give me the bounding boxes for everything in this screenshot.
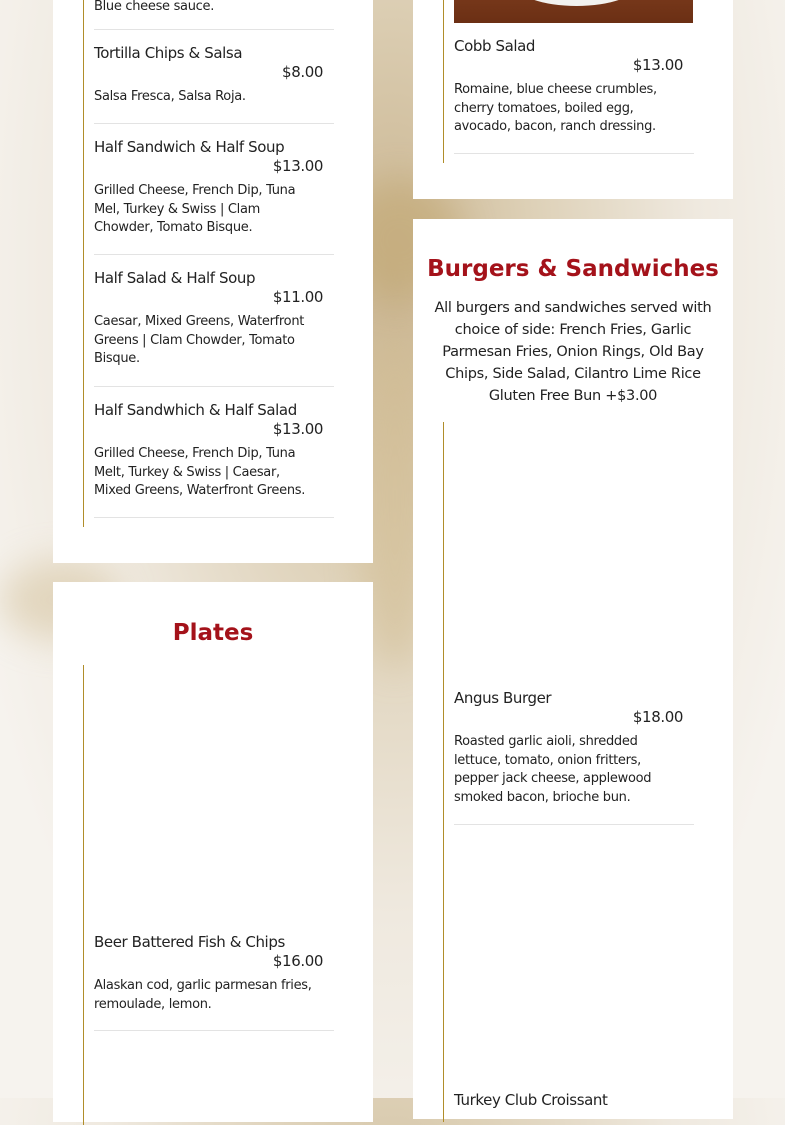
item-description: Alaskan cod, garlic parmesan fries, remoulade, lemon.	[94, 978, 312, 1012]
item-description: Roasted garlic aioli, shredded lettuce, tomato, onion fritters, pepper jack cheese, applewood smoked bacon, brioche bun.	[454, 734, 652, 805]
item-name: Angus Burger	[454, 689, 552, 707]
menu-item	[94, 44, 334, 107]
item-description: Grilled Cheese, French Dip, Tuna Mel, Turkey & Swiss | Clam Chowder, Tomato Bisque.	[94, 183, 296, 235]
item-divider	[454, 824, 694, 825]
section-note: All burgers and sandwiches served with choice of side: French Fries, Garlic Parmesan Fries, Onion Rings, Old Bay Chips, Side Salad, Cilantro Lime Rice Gluten Free Bun +$3.00	[434, 300, 712, 404]
menu-item	[454, 37, 694, 137]
item-name: Half Sandwhich & Half Salad	[94, 401, 297, 419]
item-divider	[94, 386, 334, 387]
section-rail	[443, 422, 444, 1122]
item-description: Caesar, Mixed Greens, Waterfront Greens | Clam Chowder, Tomato Bisque.	[94, 314, 305, 366]
plate-image	[514, 0, 639, 6]
menu-item	[94, 138, 334, 238]
food-photo	[454, 0, 693, 23]
item-description: Blue cheese sauce.	[94, 0, 215, 14]
item-price: $13.00	[632, 56, 683, 74]
item-divider	[454, 153, 694, 154]
section-title: Plates	[172, 620, 254, 646]
menu-item	[94, 0, 334, 17]
menu-item	[454, 689, 694, 807]
section-rail	[443, 0, 444, 163]
item-price: $11.00	[272, 288, 323, 306]
menu-item	[94, 933, 334, 1014]
item-price: $13.00	[272, 157, 323, 175]
item-name: Turkey Club Croissant	[454, 1091, 608, 1109]
menu-item	[94, 269, 334, 369]
item-divider	[94, 254, 334, 255]
menu-item	[94, 401, 334, 501]
menu-card-plates	[53, 582, 373, 1122]
item-divider	[94, 1030, 334, 1031]
item-divider	[94, 517, 334, 518]
section-rail	[83, 665, 84, 1125]
item-name: Cobb Salad	[454, 37, 536, 55]
item-description: Romaine, blue cheese crumbles, cherry tomatoes, boiled egg, avocado, bacon, ranch dressing.	[454, 82, 657, 134]
section-rail	[83, 0, 84, 527]
menu-item	[454, 1091, 694, 1109]
item-price: $13.00	[272, 420, 323, 438]
menu-card-salads	[413, 0, 733, 199]
item-name: Half Sandwich & Half Soup	[94, 138, 285, 156]
item-name: Beer Battered Fish & Chips	[94, 933, 285, 951]
item-divider	[94, 123, 334, 124]
section-title: Burgers & Sandwiches	[427, 256, 719, 282]
item-divider	[94, 29, 334, 30]
item-name: Half Salad & Half Soup	[94, 269, 256, 287]
item-price: $8.00	[282, 63, 323, 81]
item-price: $18.00	[632, 708, 683, 726]
item-description: Salsa Fresca, Salsa Roja.	[94, 89, 246, 104]
menu-card-burgers	[413, 219, 733, 1119]
item-description: Grilled Cheese, French Dip, Tuna Melt, Turkey & Swiss | Caesar, Mixed Greens, Waterfront Greens.	[94, 446, 306, 498]
menu-card-starters	[53, 0, 373, 563]
item-price: $16.00	[272, 952, 323, 970]
item-name: Tortilla Chips & Salsa	[94, 44, 243, 62]
